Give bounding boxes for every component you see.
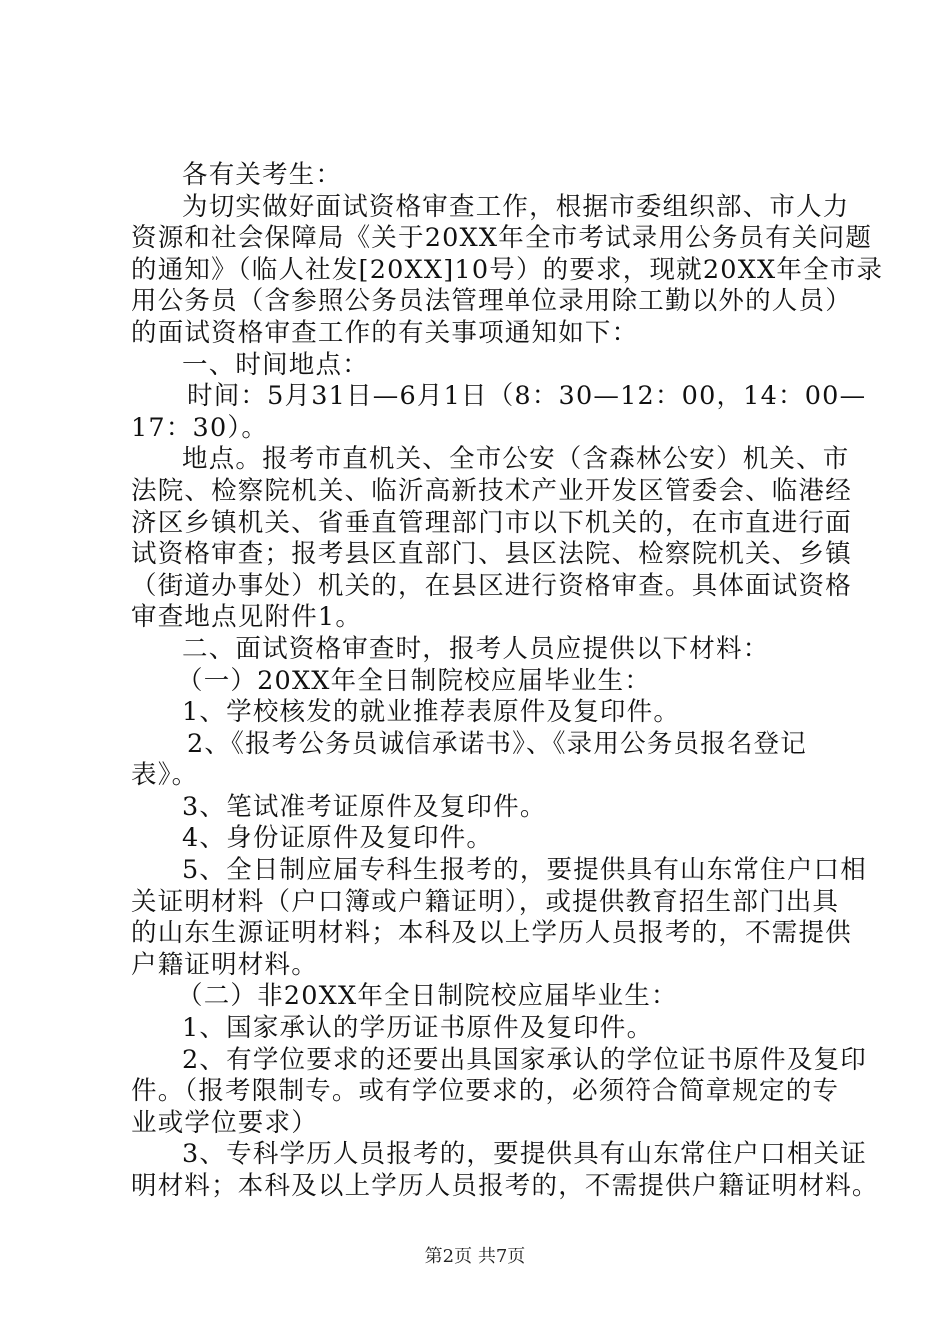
list-item: 3、笔试准考证原件及复印件。 — [182, 791, 547, 822]
paragraph-line: 的山东生源证明材料；本科及以上学历人员报考的，不需提供 — [131, 918, 852, 949]
list-item: 2、《报考公务员诚信承诺书》、《录用公务员报名登记 — [187, 728, 807, 759]
paragraph-line: 济区乡镇机关、省垂直管理部门市以下机关的，在市直进行面 — [131, 507, 852, 538]
paragraph-line: 件。（报考限制专。或有学位要求的，必须符合简章规定的专 — [131, 1076, 840, 1107]
list-item: 2、有学位要求的还要出具国家承认的学位证书原件及复印 — [182, 1044, 867, 1075]
paragraph-line: 关证明材料（户口簿或户籍证明），或提供教育招生部门出具 — [131, 886, 840, 917]
paragraph-line: 表》。 — [131, 760, 199, 791]
paragraph-line: 地点。报考市直机关、全市公安（含森林公安）机关、市 — [182, 444, 850, 475]
paragraph-line: 17：30）。 — [131, 412, 269, 443]
salutation: 各有关考生： — [182, 160, 343, 190]
page-number-footer: 第2页 共7页 — [424, 1246, 526, 1267]
paragraph-line: 试资格审查；报考县区直部门、县区法院、检察院机关、乡镇 — [131, 539, 852, 570]
subsection-heading: （一）20XX年全日制院校应届毕业生： — [177, 665, 652, 696]
section-heading: 一、时间地点： — [182, 349, 369, 380]
paragraph-line: 用公务员（含参照公务员法管理单位录用除工勤以外的人员） — [131, 286, 852, 317]
paragraph-line: 的通知》（临人社发[20XX]10号）的要求，现就20XX年全市录 — [131, 254, 884, 285]
paragraph-line: 审查地点见附件1。 — [131, 602, 363, 633]
paragraph-line: 法院、检察院机关、临沂高新技术产业开发区管委会、临港经 — [131, 475, 852, 506]
document-body — [131, 160, 884, 1203]
list-item: 1、学校核发的就业推荐表原件及复印件。 — [182, 697, 681, 728]
section-heading: 二、面试资格审查时，报考人员应提供以下材料： — [182, 633, 770, 664]
subsection-heading: （二）非20XX年全日制院校应届毕业生： — [177, 981, 678, 1012]
paragraph-line: 业或学位要求） — [131, 1107, 318, 1138]
paragraph-line: 为切实做好面试资格审查工作，根据市委组织部、市人力 — [182, 191, 850, 222]
list-item: 5、全日制应届专科生报考的，要提供具有山东常住户口相 — [182, 855, 867, 886]
list-item: 4、身份证原件及复印件。 — [182, 823, 494, 854]
list-item: 1、国家承认的学历证书原件及复印件。 — [182, 1013, 654, 1044]
list-item: 3、专科学历人员报考的，要提供具有山东常住户口相关证 — [182, 1139, 867, 1170]
paragraph-line: （街道办事处）机关的，在县区进行资格审查。具体面试资格 — [131, 570, 852, 601]
paragraph-line: 户籍证明材料。 — [131, 949, 318, 980]
paragraph-line: 资源和社会保障局《关于20XX年全市考试录用公务员有关问题 — [131, 223, 873, 254]
paragraph-line: 的面试资格审查工作的有关事项通知如下： — [131, 317, 639, 348]
paragraph-line: 时间：5月31日—6月1日（8：30—12：00，14：00— — [187, 381, 867, 412]
paragraph-line: 明材料；本科及以上学历人员报考的，不需提供户籍证明材料。 — [131, 1171, 879, 1201]
